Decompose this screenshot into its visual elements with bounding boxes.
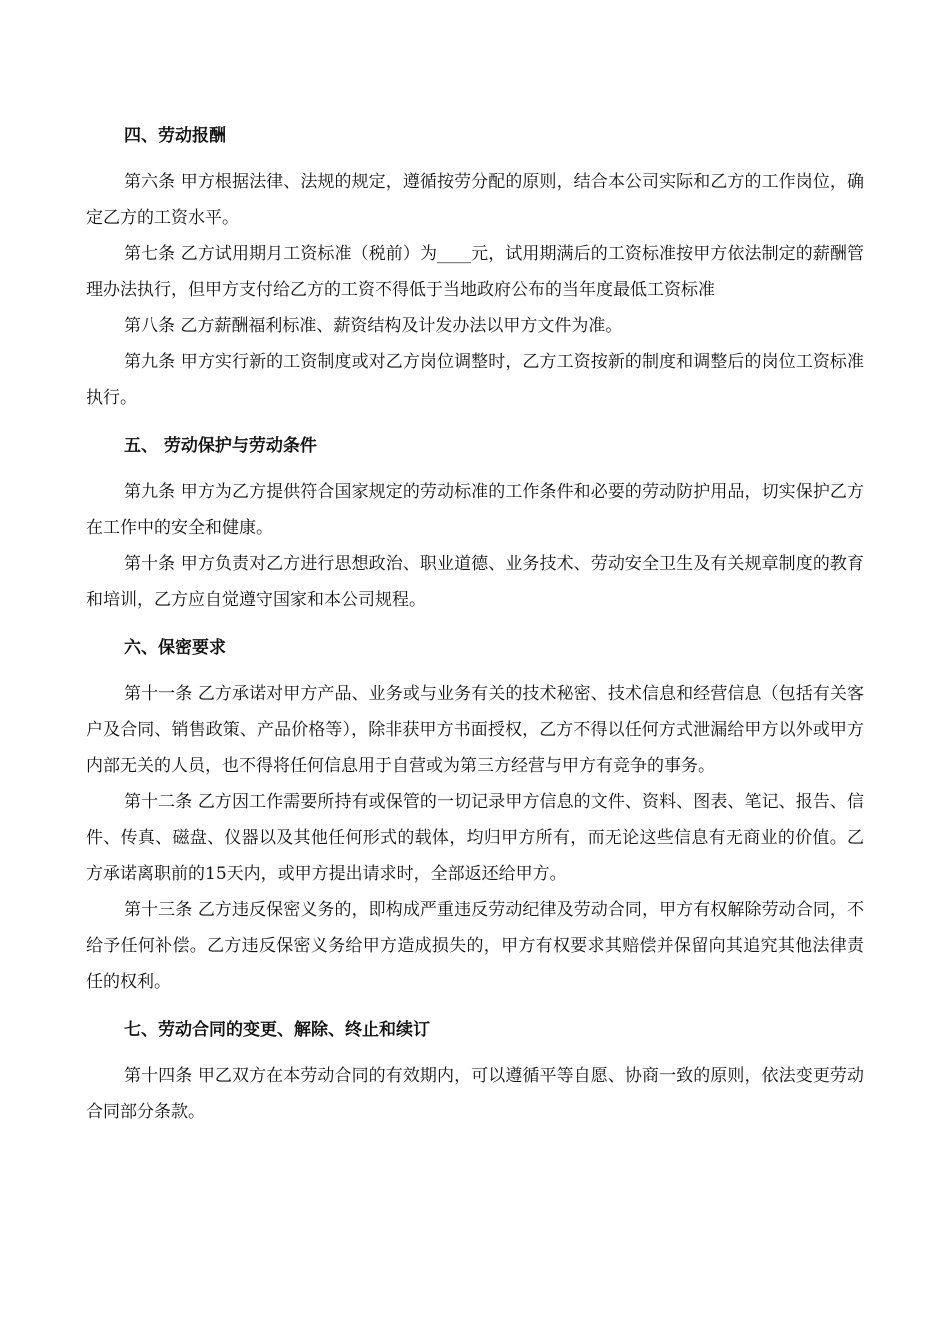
article-13: 第十三条 乙方违反保密义务的，即构成严重违反劳动纪律及劳动合同，甲方有权解除劳动合同，不给予任何补偿。乙方违反保密义务给甲方造成损失的，甲方有权要求其赔偿并保留向其追究其他法律责任的权利。 [86,900,864,992]
article-9-protection: 第九条 甲方为乙方提供符合国家规定的劳动标准的工作条件和必要的劳动防护用品，切实保护乙方在工作中的安全和健康。 [86,482,864,538]
section-heading-contract-changes: 七、劳动合同的变更、解除、终止和续订 [124,1020,430,1040]
article-9-wages: 第九条 甲方实行新的工资制度或对乙方岗位调整时，乙方工资按新的制度和调整后的岗位工资标准执行。 [86,352,864,408]
section-heading-labor-protection: 五、 劳动保护与劳动条件 [124,436,317,456]
article-11: 第十一条 乙方承诺对甲方产品、业务或与业务有关的技术秘密、技术信息和经营信息（包括有关客户及合同、销售政策、产品价格等），除非获甲方书面授权，乙方不得以任何方式泄漏给甲方以外或甲方内部无关的人员，也不得将任何信息用于自营或为第三方经营与甲方有竞争的事务。 [86,684,864,776]
document-body [86,118,864,1130]
section-heading-labor-remuneration: 四、劳动报酬 [124,126,226,146]
article-7: 第七条 乙方试用期月工资标准（税前）为____元，试用期满后的工资标准按甲方依法制定的薪酬管理办法执行，但甲方支付给乙方的工资不得低于当地政府公布的当年度最低工资标准 [86,244,864,300]
article-8: 第八条 乙方薪酬福利标准、薪资结构及计发办法以甲方文件为准。 [124,316,623,336]
article-14: 第十四条 甲乙双方在本劳动合同的有效期内，可以遵循平等自愿、协商一致的原则，依法变更劳动合同部分条款。 [86,1066,864,1122]
article-10: 第十条 甲方负责对乙方进行思想政治、职业道德、业务技术、劳动安全卫生及有关规章制度的教育和培训，乙方应自觉遵守国家和本公司规程。 [86,554,864,610]
article-6: 第六条 甲方根据法律、法规的规定，遵循按劳分配的原则，结合本公司实际和乙方的工作岗位，确定乙方的工资水平。 [86,172,864,228]
article-12: 第十二条 乙方因工作需要所持有或保管的一切记录甲方信息的文件、资料、图表、笔记、报告、信件、传真、磁盘、仪器以及其他任何形式的载体，均归甲方所有，而无论这些信息有无商业的价值。乙方承诺离职前的15天内，或甲方提出请求时，全部返还给甲方。 [86,792,864,884]
section-heading-confidentiality: 六、保密要求 [124,638,226,658]
